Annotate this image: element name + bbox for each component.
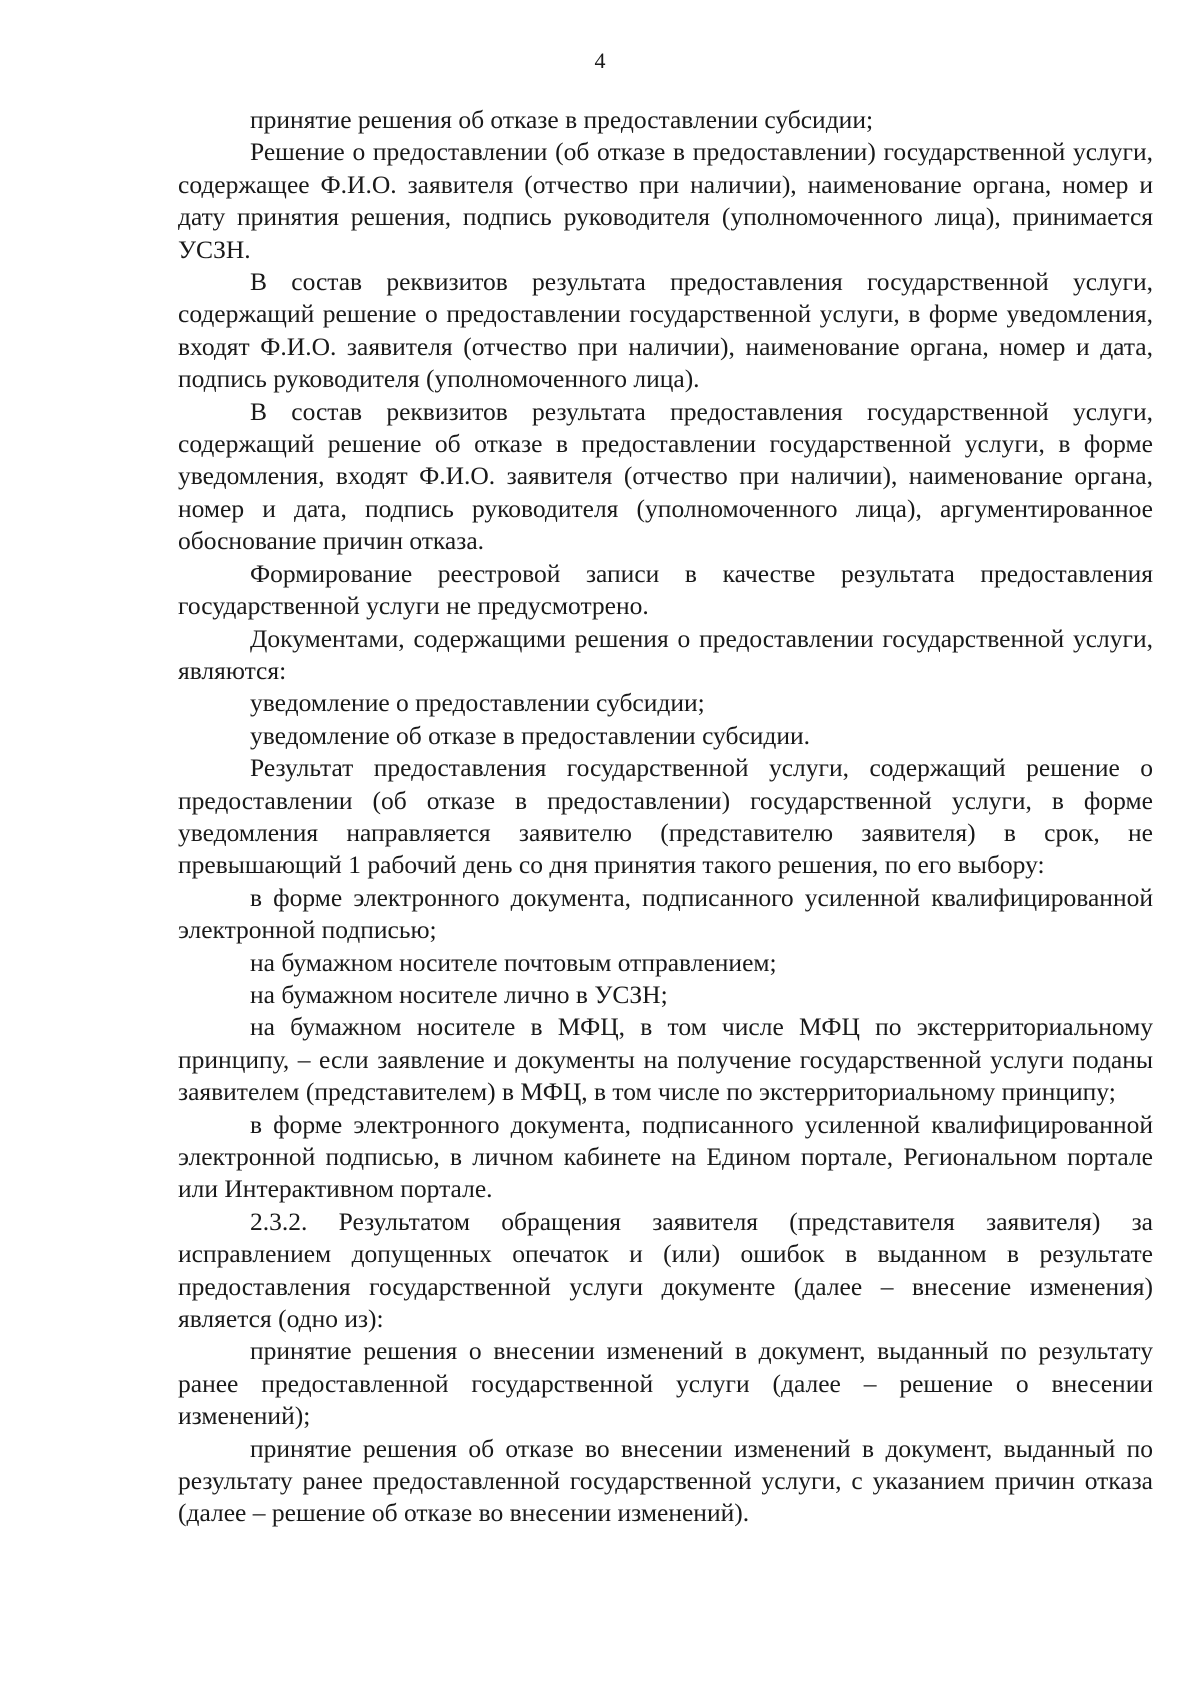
- page-number: 4: [594, 48, 606, 73]
- paragraph: на бумажном носителе в МФЦ, в том числе МФЦ по экстерриториальному принципу, – если заявление и документы на получение государственной услуги поданы заявителем (представителем) в МФЦ, в том числе по экстерриториальному принципу;: [178, 1012, 1153, 1107]
- paragraph: принятие решения об отказе во внесении изменений в документ, выданный по результату ранее предоставленной государственной услуги, с указанием причин отказа (далее – решение об отказе во внесении изменений).: [178, 1433, 1153, 1528]
- paragraph: Формирование реестровой записи в качестве результата предоставления государственной услуги не предусмотрено.: [178, 558, 1153, 621]
- paragraph: уведомление об отказе в предоставлении субсидии.: [250, 720, 811, 750]
- paragraph: уведомление о предоставлении субсидии;: [250, 688, 705, 718]
- paragraph: принятие решения об отказе в предоставлении субсидии;: [250, 105, 874, 134]
- paragraph: в форме электронного документа, подписанного усиленной квалифицированной электронной подписью, в личном кабинете на Едином портале, Региональном портале или Интерактивном портале.: [178, 1109, 1153, 1204]
- paragraph: В состав реквизитов результата предоставления государственной услуги, содержащий решение о предоставлении государственной услуги, в форме уведомления, входят Ф.И.О. заявителя (отчество при наличии), наименование органа, номер и дата, подпись руководителя (уполномоченного лица).: [178, 267, 1153, 394]
- paragraph: В состав реквизитов результата предоставления государственной услуги, содержащий решение об отказе в предоставлении государственной услуги, в форме уведомления, входят Ф.И.О. заявителя (отчество при наличии), наименование органа, номер и дата, подпись руководителя (уполномоченного лица), аргументированное обоснование причин отказа.: [178, 396, 1153, 556]
- paragraph: на бумажном носителе почтовым отправлением;: [250, 947, 777, 977]
- document-body: [178, 104, 1153, 1530]
- paragraph: принятие решения о внесении изменений в документ, выданный по результату ранее предоставленной государственной услуги (далее – решение о внесении изменений);: [178, 1336, 1153, 1431]
- paragraph: в форме электронного документа, подписанного усиленной квалифицированной электронной подписью;: [178, 882, 1153, 945]
- paragraph: Документами, содержащими решения о предоставлении государственной услуги, являются:: [178, 623, 1153, 685]
- paragraph: Решение о предоставлении (об отказе в предоставлении) государственной услуги, содержащее Ф.И.О. заявителя (отчество при наличии), наименование органа, номер и дату принятия решения, подпись руководителя (уполномоченного лица), принимается УСЗН.: [178, 137, 1153, 264]
- paragraph: на бумажном носителе лично в УСЗН;: [250, 979, 668, 1009]
- paragraph: 2.3.2. Результатом обращения заявителя (представителя заявителя) за исправлением допущенных опечаток и (или) ошибок в выданном в результате предоставления государственной услуги документе (далее – внесение изменения) является (одно из):: [178, 1206, 1153, 1334]
- paragraph: Результат предоставления государственной услуги, содержащий решение о предоставлении (об отказе в предоставлении) государственной услуги, в форме уведомления направляется заявителю (представителю заявителя) в срок, не превышающий 1 рабочий день со дня принятия такого решения, по его выбору:: [178, 753, 1153, 880]
